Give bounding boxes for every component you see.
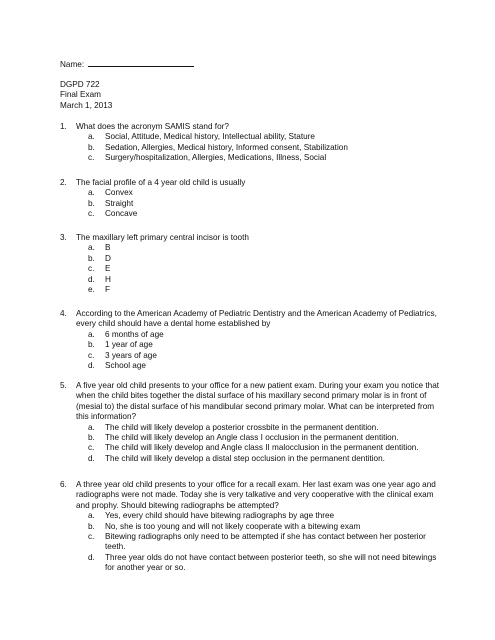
option-text: The child will likely develop and Angle class II malocclusion in the permanent dentition. xyxy=(105,443,419,453)
exam-date: March 1, 2013 xyxy=(60,100,113,110)
option-item xyxy=(76,511,441,521)
option-letter: a. xyxy=(88,132,95,142)
option-text: 3 years of age xyxy=(105,350,157,360)
option-letter: a. xyxy=(88,329,95,339)
option-item xyxy=(76,132,441,142)
option-text: Surgery/hospitalization, Allergies, Medications, Illness, Social xyxy=(105,153,327,163)
option-letter: d. xyxy=(88,552,95,562)
option-list xyxy=(76,188,441,219)
option-letter: c. xyxy=(88,350,95,360)
option-list xyxy=(76,132,441,163)
option-letter: c. xyxy=(88,532,95,542)
option-text: Sedation, Allergies, Medical history, Informed consent, Stabilization xyxy=(105,142,348,152)
option-text: Bitewing radiographs only need to be attempted if she has contact between her posterior teeth. xyxy=(105,532,426,552)
question-3 xyxy=(60,233,441,295)
question-text: According to the American Academy of Pediatric Dentistry and the American Academy of Pediatrics, every child should have a dental home established by xyxy=(76,309,437,329)
option-item xyxy=(76,351,441,361)
option-item xyxy=(76,264,441,274)
question-number: 2. xyxy=(60,178,67,187)
option-letter: c. xyxy=(88,153,95,163)
option-letter: d. xyxy=(88,453,95,463)
option-letter: a. xyxy=(88,243,95,253)
option-item xyxy=(76,275,441,285)
option-text: Convex xyxy=(105,188,133,198)
option-letter: c. xyxy=(88,264,95,274)
question-number: 4. xyxy=(60,309,67,318)
question-text: A three year old child presents to your office for a recall exam. Her last exam was one year ago and radiographs were not made. Today she is very talkative and very cooperative with the clinical exam and prophy. Should bitewing radiographs be attempted? xyxy=(76,480,436,510)
option-text: The child will likely develop a posterior crossbite in the permanent dentition. xyxy=(105,422,379,432)
option-letter: b. xyxy=(88,142,95,152)
option-letter: a. xyxy=(88,511,95,521)
option-text: Social, Attitude, Medical history, Intellectual ability, Stature xyxy=(105,132,315,142)
option-letter: b. xyxy=(88,521,95,531)
option-letter: e. xyxy=(88,285,95,295)
exam-title: Final Exam xyxy=(60,90,101,100)
option-text: Concave xyxy=(105,209,138,219)
question-number: 1. xyxy=(60,122,67,131)
option-item xyxy=(76,340,441,350)
option-text: Yes, every child should have bitewing radiographs by age three xyxy=(105,511,335,521)
option-text: The child will likely develop a distal step occlusion in the permanent dentition. xyxy=(105,453,385,463)
option-text: No, she is too young and will not likely cooperate with a bitewing exam xyxy=(105,521,361,531)
name-blank-line xyxy=(88,58,194,67)
option-item xyxy=(76,454,441,464)
option-text: Straight xyxy=(105,198,134,208)
option-item xyxy=(76,553,441,574)
name-field-row xyxy=(60,58,194,70)
option-item xyxy=(76,361,441,371)
option-list xyxy=(76,330,441,372)
option-text: D xyxy=(105,253,111,263)
question-6 xyxy=(60,480,441,574)
question-text: The facial profile of a 4 year old child is usually xyxy=(76,178,246,187)
option-item xyxy=(76,433,441,443)
option-letter: b. xyxy=(88,198,95,208)
option-item xyxy=(76,423,441,433)
option-item xyxy=(76,532,441,553)
option-text: The child will likely develop an Angle class I occlusion in the permanent dentition. xyxy=(105,433,399,443)
option-item xyxy=(76,153,441,163)
option-item xyxy=(76,199,441,209)
option-item xyxy=(76,285,441,295)
exam-header xyxy=(60,80,112,111)
option-list xyxy=(76,423,441,465)
option-letter: b. xyxy=(88,253,95,263)
option-text: Three year olds do not have contact between posterior teeth, so she will not need bitewings for another year or so. xyxy=(105,552,437,573)
option-item xyxy=(76,188,441,198)
option-list xyxy=(76,511,441,573)
option-text: H xyxy=(105,274,111,284)
option-item xyxy=(76,522,441,532)
question-number: 6. xyxy=(60,480,67,489)
question-number: 5. xyxy=(60,381,67,390)
question-text: What does the acronym SAMIS stand for? xyxy=(76,122,229,131)
option-text: B xyxy=(105,243,111,253)
name-label: Name: xyxy=(60,60,85,69)
option-text: E xyxy=(105,264,111,274)
option-letter: b. xyxy=(88,340,95,350)
option-letter: d. xyxy=(88,274,95,284)
question-text: A five year old child presents to your office for a new patient exam. During your exam you notice that when the child bites together the distal surface of his maxillary second primary molar is in front of (mesial to) the distal surface of his mandibular second primary molar. What can be interpreted from this information? xyxy=(76,381,440,422)
course-code: DGPD 722 xyxy=(60,80,100,89)
question-1 xyxy=(60,122,441,164)
option-text: 6 months of age xyxy=(105,329,164,339)
question-number: 3. xyxy=(60,233,67,242)
option-item xyxy=(76,330,441,340)
option-letter: a. xyxy=(88,188,95,198)
option-item xyxy=(76,254,441,264)
option-letter: c. xyxy=(88,209,95,219)
question-5 xyxy=(60,381,441,464)
question-4 xyxy=(60,309,441,371)
option-item xyxy=(76,243,441,253)
option-letter: d. xyxy=(88,361,95,371)
option-item xyxy=(76,209,441,219)
option-list xyxy=(76,243,441,295)
option-letter: a. xyxy=(88,422,95,432)
option-letter: c. xyxy=(88,443,95,453)
option-text: 1 year of age xyxy=(105,340,153,350)
option-item xyxy=(76,443,441,453)
option-item xyxy=(76,143,441,153)
option-text: School age xyxy=(105,361,146,371)
option-text: F xyxy=(105,285,111,295)
question-2 xyxy=(60,178,441,220)
question-text: The maxillary left primary central incisor is tooth xyxy=(76,233,249,242)
option-letter: b. xyxy=(88,433,95,443)
